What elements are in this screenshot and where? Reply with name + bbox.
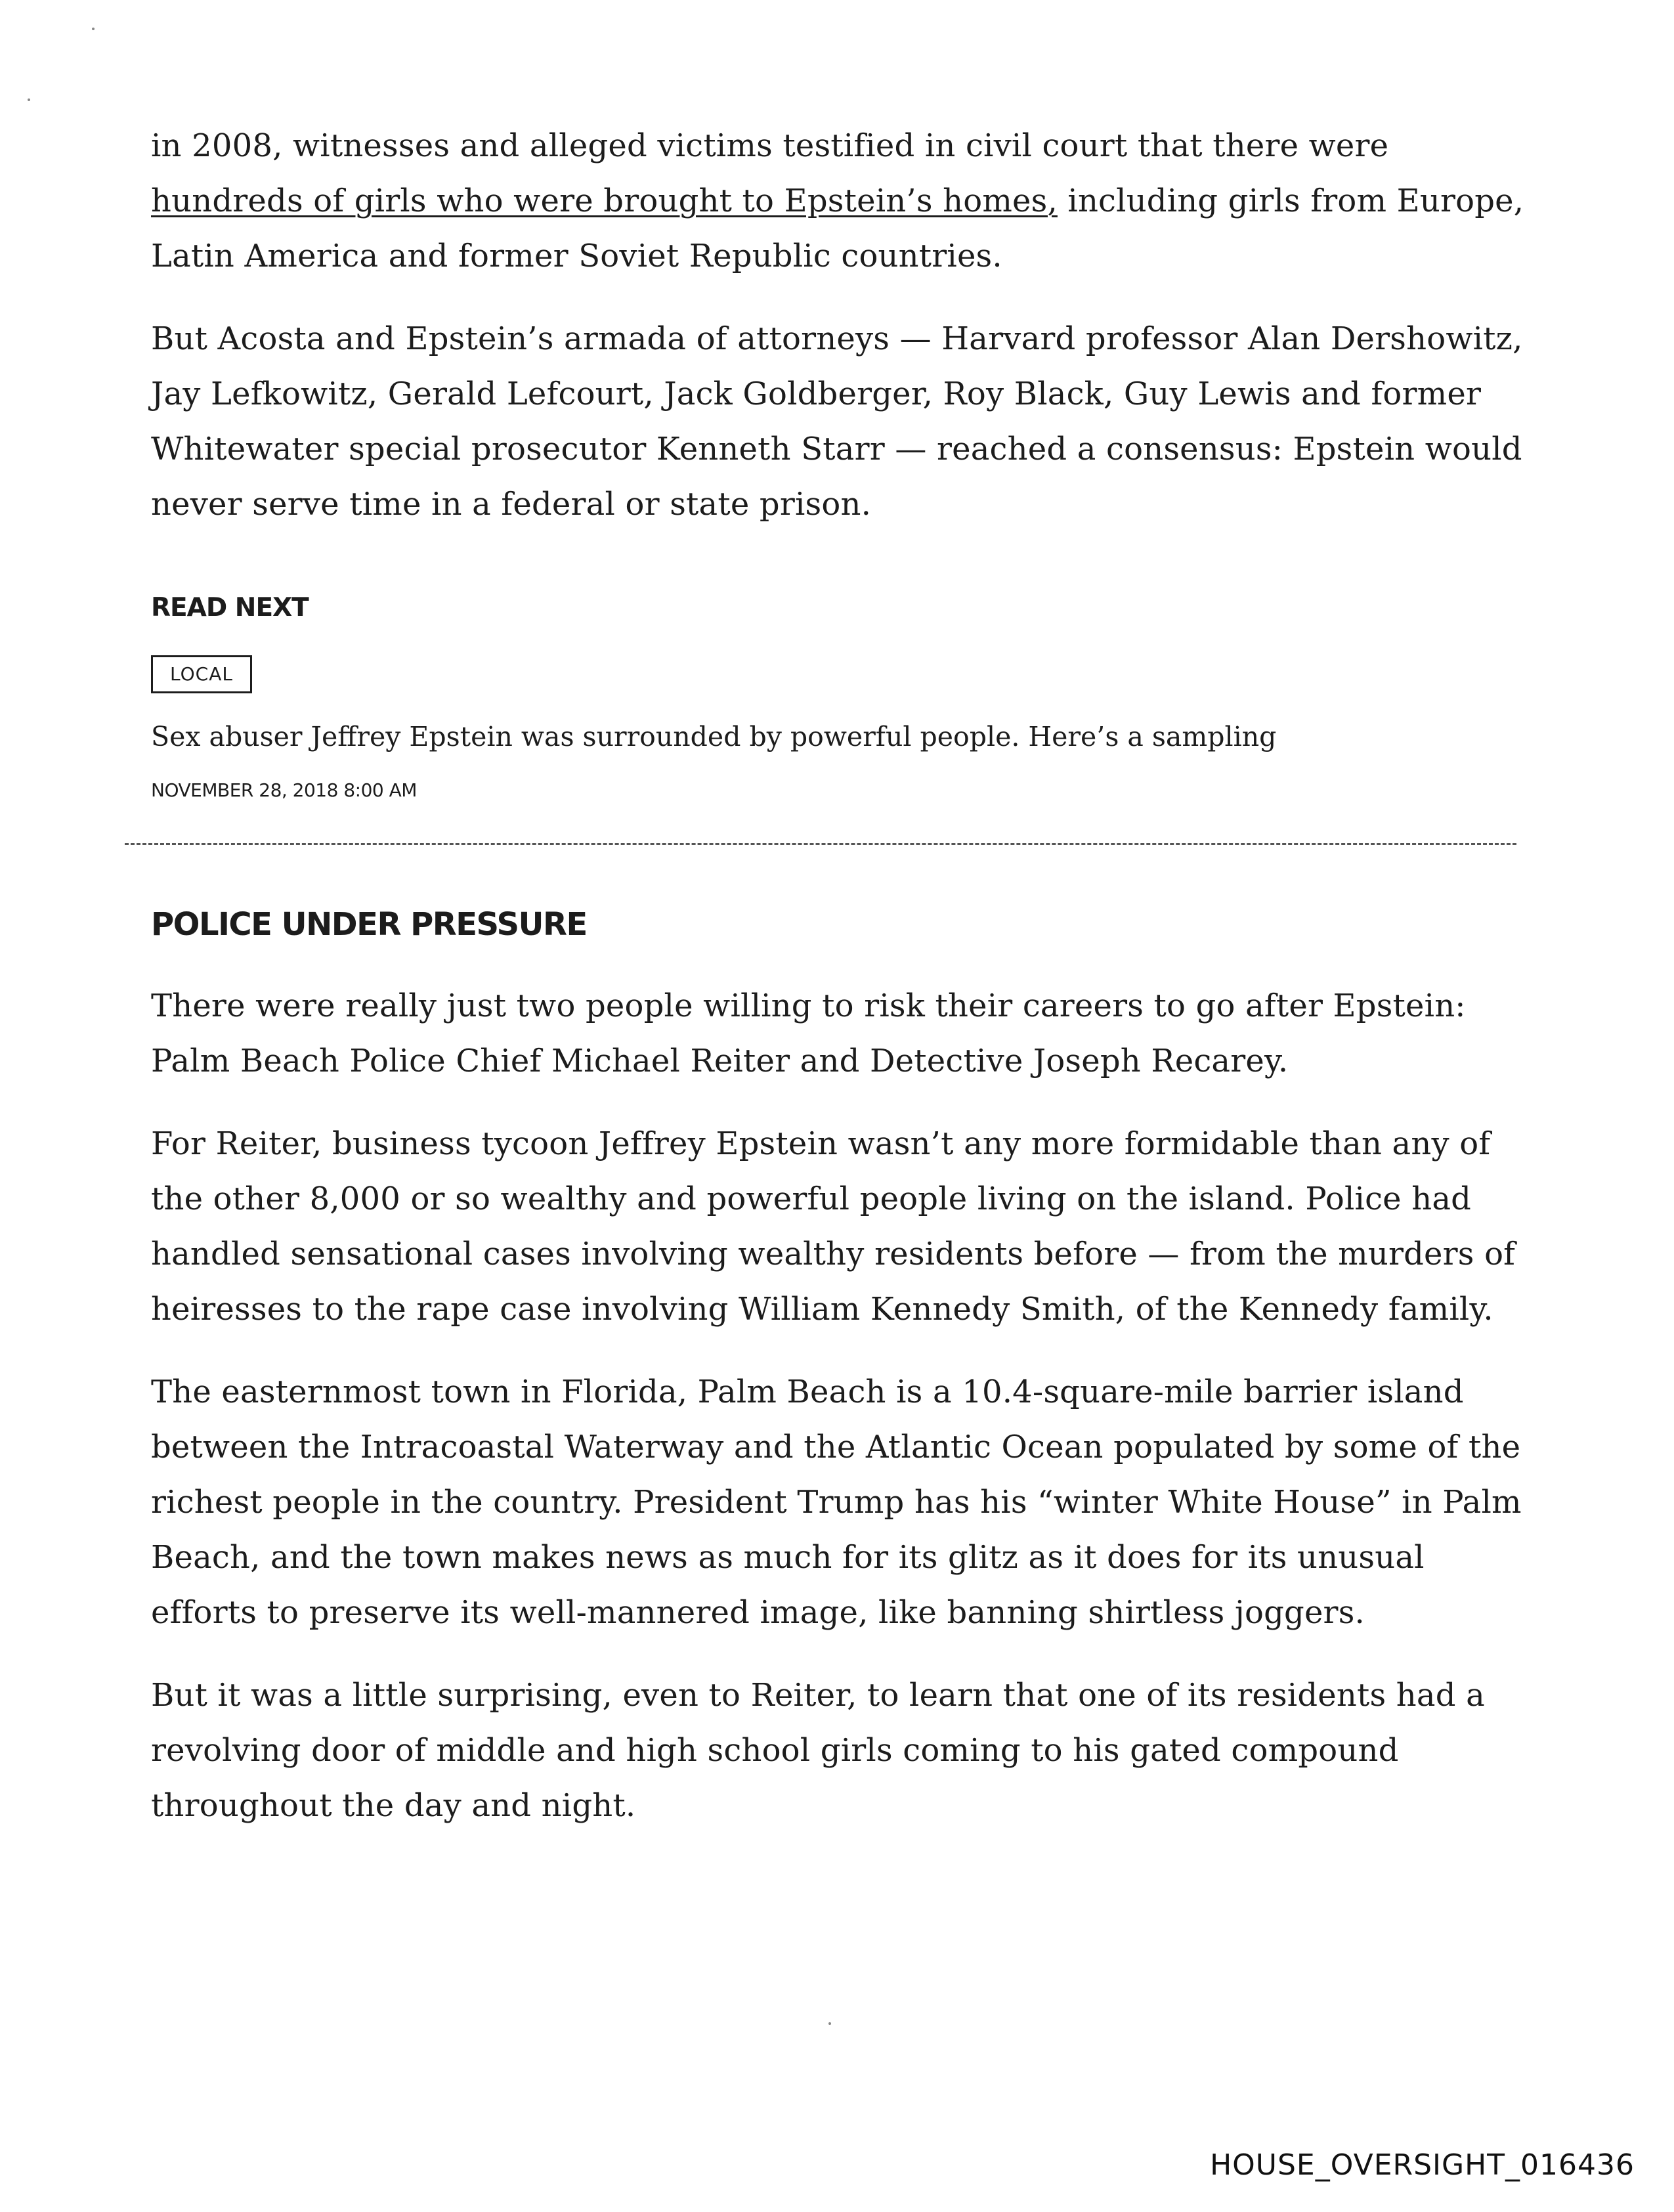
related-article-link[interactable]: Sex abuser Jeffrey Epstein was surrounded by powerful people. Here’s a sampling bbox=[151, 721, 1277, 752]
section-divider bbox=[125, 843, 1516, 845]
paragraph-text: in 2008, witnesses and alleged victims testified in civil court that there were bbox=[151, 127, 1389, 164]
hundreds-of-girls-link[interactable]: hundreds of girls who were brought to Epstein’s homes, bbox=[151, 183, 1058, 219]
article-top-column bbox=[151, 118, 1536, 802]
read-next-heading: READ NEXT bbox=[151, 593, 309, 622]
scan-speck bbox=[28, 98, 30, 101]
article-bottom-column bbox=[151, 978, 1536, 1833]
article-paragraph: But it was a little surprising, even to Reiter, to learn that one of its residents had a revolving door of middle and high school girls coming to his gated compound throughout the day and night. bbox=[151, 1677, 1485, 1824]
article-paragraph: There were really just two people willing to risk their careers to go after Epstein: Palm Beach Police Chief Michael Reiter and Detective Joseph Recarey. bbox=[151, 987, 1466, 1079]
related-article-date: NOVEMBER 28, 2018 8:00 AM bbox=[151, 779, 417, 801]
article-paragraph bbox=[151, 118, 1536, 284]
article-paragraph: For Reiter, business tycoon Jeffrey Epstein wasn’t any more formidable than any of the other 8,000 or so wealthy and powerful people living on the island. Police had handled sensational cases involving wealthy residents before — from the murders of heiresses to the rape case involving William Kennedy Smith, of the Kennedy family. bbox=[151, 1125, 1516, 1328]
read-next-module bbox=[151, 592, 1536, 802]
article-paragraph: But Acosta and Epstein’s armada of attorneys — Harvard professor Alan Dershowitz, Jay Lefkowitz, Gerald Lefcourt, Jack Goldberger, Roy Black, Guy Lewis and former Whitewater special prosecutor Kenneth Starr — reached a consensus: Epstein would never serve time in a federal or state prison. bbox=[151, 320, 1523, 523]
article-paragraph: The easternmost town in Florida, Palm Beach is a 10.4-square-mile barrier island between the Intracoastal Waterway and the Atlantic Ocean populated by some of the richest people in the country. President Trump has his “winter White House” in Palm Beach, and the town makes news as much for its glitz as it does for its unusual efforts to preserve its well-mannered image, like banning shirtless joggers. bbox=[151, 1374, 1522, 1631]
section-heading: POLICE UNDER PRESSURE bbox=[151, 906, 587, 943]
scan-speck bbox=[92, 28, 95, 30]
document-id-stamp: HOUSE_OVERSIGHT_016436 bbox=[1210, 2148, 1635, 2182]
scan-speck bbox=[828, 2022, 831, 2025]
category-tag-local[interactable]: LOCAL bbox=[151, 655, 252, 693]
paragraph-text: including girls from Europe, Latin America and former Soviet Republic countries. bbox=[151, 183, 1524, 274]
